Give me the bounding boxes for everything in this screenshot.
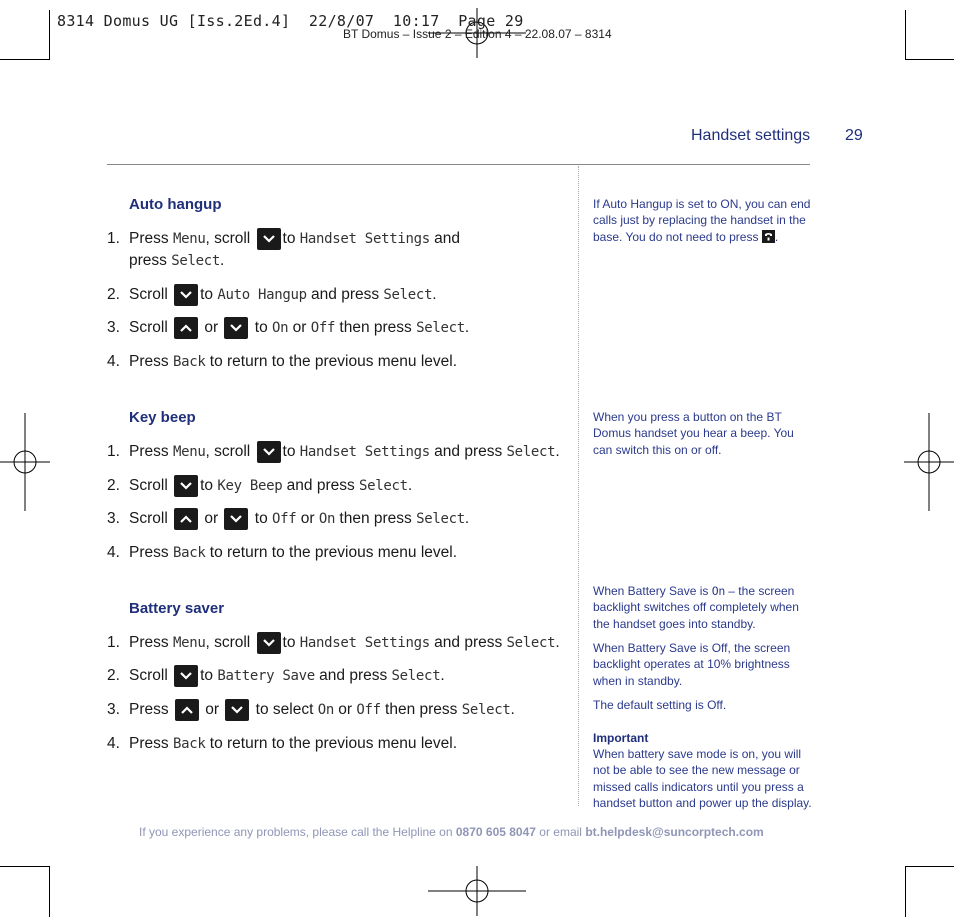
step-text: or — [200, 510, 223, 528]
step-number: 3. — [107, 701, 120, 719]
step-number: 2. — [107, 286, 120, 304]
step-number: 1. — [107, 443, 120, 461]
display-text: Back — [172, 545, 206, 561]
scroll-up-key-icon — [175, 699, 199, 721]
step-text: or — [200, 701, 224, 719]
crop-mark — [905, 59, 954, 60]
display-text: Auto Hangup — [217, 287, 307, 304]
display-text: On — [317, 702, 334, 719]
footer-text: If you experience any problems, please call the Helpline on — [139, 825, 456, 839]
scroll-down-key-icon — [257, 632, 281, 654]
step-text: to return to the previous menu level. — [205, 544, 458, 561]
step-text: to — [282, 634, 300, 652]
registration-mark-icon — [428, 866, 526, 916]
note-auto-hangup-end: . — [774, 229, 779, 244]
step-text: to — [282, 230, 300, 248]
step-text: to — [250, 510, 273, 528]
section-title: Battery saver — [129, 600, 225, 617]
step-text: then press — [335, 319, 417, 337]
step-number: 2. — [107, 667, 120, 685]
instruction-step — [107, 317, 469, 339]
instruction-step — [107, 351, 457, 373]
step-text: Press — [129, 230, 173, 248]
display-text: Select — [461, 702, 511, 719]
step-text: Press — [129, 634, 173, 652]
instruction-step — [107, 475, 412, 497]
step-text: , scroll — [205, 634, 255, 652]
note-key-beep: When you press a button on the BT Domus handset you hear a beep. You can switch this on or off. — [593, 410, 794, 457]
display-text: Menu — [172, 635, 206, 652]
display-text: Select — [416, 511, 465, 528]
column-divider — [578, 166, 579, 806]
instruction-step — [107, 632, 560, 654]
step-text: then press — [380, 701, 462, 719]
note-battery-1-lcd: On — [711, 584, 725, 598]
scroll-down-key-icon — [224, 508, 248, 530]
note-battery-1-pre: When Battery Save is — [593, 584, 712, 598]
display-text: Off — [272, 511, 297, 528]
slug-subline: BT Domus – Issue 2 – Edition 4 – 22.08.07 – 8314 — [343, 27, 612, 41]
crop-mark — [905, 866, 906, 917]
step-text: . — [555, 443, 560, 461]
step-text: to return to the previous menu level. — [205, 353, 458, 370]
display-text: Select — [359, 478, 408, 495]
step-text: Press — [129, 735, 173, 752]
crop-mark — [0, 59, 49, 60]
display-text: Select — [171, 253, 220, 270]
helpline-number: 0870 605 8047 — [455, 825, 536, 839]
helpdesk-email: bt.helpdesk@suncorptech.com — [585, 825, 764, 839]
step-text: to — [200, 477, 218, 495]
step-text: to — [282, 443, 300, 461]
display-text: Battery Save — [217, 668, 315, 685]
crop-mark — [49, 10, 50, 60]
display-text: Select — [416, 320, 465, 337]
scroll-down-key-icon — [224, 317, 248, 339]
instruction-step — [107, 733, 457, 755]
display-text: On — [318, 511, 336, 528]
crop-mark — [905, 866, 954, 867]
scroll-down-key-icon — [257, 228, 281, 250]
instruction-step — [107, 441, 560, 463]
step-text: . — [510, 701, 515, 719]
step-text: and press — [429, 443, 507, 461]
step-text: . — [407, 477, 413, 495]
display-text: Menu — [172, 231, 206, 248]
crop-mark — [905, 10, 906, 60]
display-text: Menu — [172, 444, 206, 461]
step-text: , scroll — [205, 443, 255, 461]
display-text: Handset Settings — [299, 231, 430, 248]
step-text: and press — [282, 477, 360, 495]
step-text: Press — [129, 701, 173, 719]
step-text: . — [220, 252, 225, 270]
step-text: Scroll — [129, 510, 173, 528]
step-text: Scroll — [129, 286, 173, 304]
step-text: , scroll — [205, 230, 255, 248]
registration-mark-icon — [0, 413, 50, 511]
display-text: Back — [172, 354, 206, 370]
instruction-step — [107, 542, 457, 564]
display-text: Select — [506, 635, 556, 652]
step-number: 4. — [107, 735, 120, 752]
note-battery-1 — [593, 583, 805, 632]
scroll-down-key-icon — [225, 699, 249, 721]
step-text: . — [440, 667, 445, 685]
step-text: . — [464, 319, 470, 337]
section-title: Auto hangup — [129, 196, 222, 213]
note-auto-hangup-text: If Auto Hangup is set to ON, you can end calls just by replacing the handset in the base. You do not need to press — [593, 197, 811, 244]
crop-mark — [49, 866, 50, 917]
scroll-down-key-icon — [174, 665, 198, 687]
step-text: Scroll — [129, 667, 173, 685]
note-important-text: When battery save mode is on, you will not be able to see the new message or missed calls indicators until you press a handset button and power up the display. — [593, 747, 812, 810]
note-important-title — [593, 730, 818, 746]
step-text: Scroll — [129, 477, 173, 495]
display-text: Select — [383, 287, 433, 304]
scroll-down-key-icon — [257, 441, 281, 463]
step-number: 1. — [107, 230, 120, 248]
note-battery-2: When Battery Save is Off, the screen backlight operates at 10% brightness when in standby. — [593, 641, 791, 688]
registration-mark-icon — [904, 413, 954, 511]
display-text: Off — [310, 320, 336, 337]
header-rule — [107, 164, 810, 165]
step-number: 2. — [107, 477, 120, 495]
step-text: to return to the previous menu level. — [205, 735, 458, 752]
scroll-down-key-icon — [174, 475, 198, 497]
step-text: and press — [306, 286, 384, 304]
note-battery-1-post: – the screen backlight switches off completely when the handset goes into standby. — [593, 584, 799, 631]
page-number: 29 — [845, 127, 863, 144]
section-title: Key beep — [129, 409, 196, 426]
crop-mark — [0, 866, 49, 867]
step-text: and — [429, 230, 461, 248]
step-text: . — [432, 286, 437, 304]
display-text: Select — [506, 444, 556, 461]
footer-text-mid: or email — [535, 825, 586, 839]
display-text: Select — [391, 668, 441, 685]
end-call-key-icon — [762, 230, 775, 243]
step-text: or — [333, 701, 357, 719]
step-number: 4. — [107, 544, 120, 561]
step-text: and press — [429, 634, 507, 652]
step-number: 3. — [107, 319, 120, 337]
step-number: 4. — [107, 353, 120, 370]
display-text: On — [272, 320, 289, 337]
step-text: Press — [129, 544, 173, 561]
step-text: Press — [129, 443, 173, 461]
running-header: Handset settings — [691, 127, 811, 144]
step-text: to — [250, 319, 273, 337]
step-text: to — [200, 286, 218, 304]
instruction-step — [107, 665, 445, 687]
display-text: Back — [172, 736, 206, 752]
step-text: or — [296, 510, 319, 528]
step-text: to select — [251, 701, 318, 719]
step-number: 1. — [107, 634, 120, 652]
scroll-up-key-icon — [174, 508, 198, 530]
step-number: 3. — [107, 510, 120, 528]
step-text: Press — [129, 353, 173, 370]
step-text: or — [200, 319, 223, 337]
display-text: Off — [356, 702, 381, 719]
display-text: Key Beep — [217, 478, 283, 495]
footer-helpline — [139, 825, 764, 839]
step-text: and press — [314, 667, 392, 685]
step-text: to — [200, 667, 218, 685]
step-text: press — [129, 252, 172, 270]
display-text: Handset Settings — [299, 635, 430, 652]
scroll-down-key-icon — [174, 284, 198, 306]
instruction-step — [107, 508, 469, 530]
note-battery-3: The default setting is Off. — [593, 698, 727, 712]
step-text: . — [555, 634, 560, 652]
instruction-step — [107, 699, 515, 721]
display-text: Handset Settings — [299, 444, 430, 461]
step-text: . — [464, 510, 470, 528]
scroll-up-key-icon — [174, 317, 198, 339]
step-text: or — [288, 319, 311, 337]
slug-line: 8314 Domus UG [Iss.2Ed.4] 22/8/07 10:17 Page 29 — [57, 12, 524, 30]
step-text: then press — [335, 510, 417, 528]
step-text: Scroll — [129, 319, 173, 337]
important-heading: Important — [593, 731, 649, 745]
instruction-step — [107, 284, 437, 306]
instruction-step — [107, 228, 460, 272]
note-auto-hangup — [593, 196, 818, 245]
